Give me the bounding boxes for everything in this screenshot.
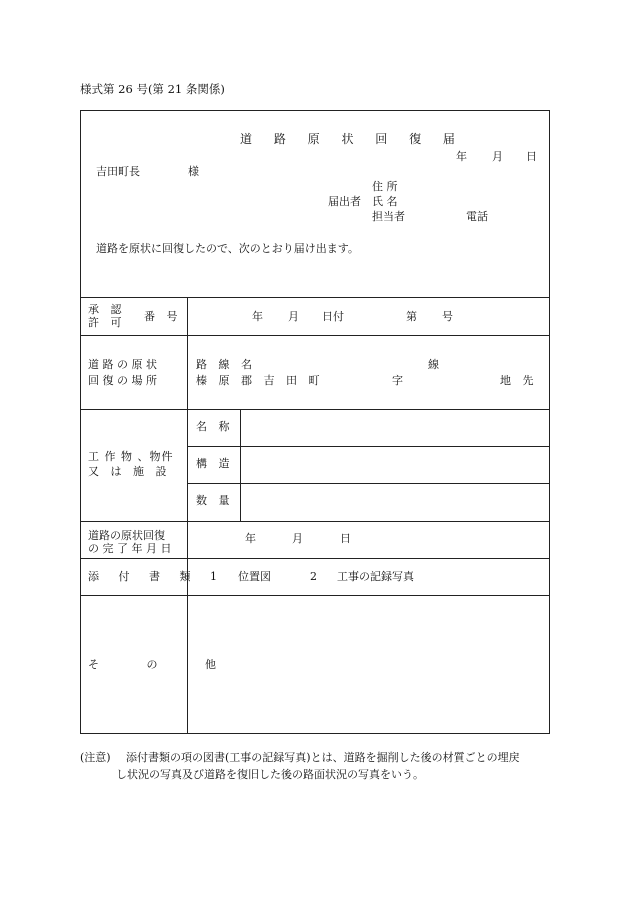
location-label-line1: 道路の原状 [88,358,161,371]
row-divider [187,446,549,447]
works-label-line2: 又 は 施 設 [88,465,171,478]
row-divider [81,521,549,522]
row-divider [81,558,549,559]
statement: 道路を原状に回復したので、次のとおり届け出ます。 [96,242,359,255]
date-month: 月 [492,150,503,163]
approval-label-top: 承 認 [88,303,126,316]
name-label: 氏 名 [372,195,398,208]
other-label: そ の 他 [88,658,238,671]
attachments-label: 添 付 書 類 [88,570,199,583]
approval-number-suffix: 号 [442,310,453,323]
completion-label-line1: 道路の原状回復 [88,529,165,542]
completion-label-line2: の 完 了 年 月 日 [88,542,172,555]
row-divider [81,335,549,336]
approval-date-mark: 日付 [322,310,344,323]
chisaki-label: 地 先 [500,374,538,387]
row-divider [81,297,549,298]
date-year: 年 [456,150,467,163]
completion-month: 月 [292,532,303,545]
approval-month: 月 [288,310,299,323]
works-structure-label: 構 造 [196,457,234,470]
approval-label-suffix: 番 号 [144,310,182,323]
location-label-line2: 回復の場所 [88,374,161,387]
route-name-label: 路 線 名 [196,358,256,371]
approval-year: 年 [252,310,263,323]
aza-label: 字 [392,374,403,387]
works-quantity-label: 数 量 [196,494,234,507]
attachment-1-name: 位置図 [238,570,271,583]
row-divider [81,595,549,596]
works-name-label: 名 称 [196,420,234,433]
person-in-charge-label: 担当者 [372,210,405,223]
approval-label-bottom: 許 可 [88,316,126,329]
addressee: 吉田町長 [96,165,140,178]
attachment-2-name: 工事の記録写真 [337,570,414,583]
footnote-label: (注意) [80,751,111,764]
completion-year: 年 [245,532,256,545]
form-title: 道 路 原 状 回 復 届 [240,132,464,146]
date-day: 日 [526,150,537,163]
footnote-line1: 添付書類の項の図書(工事の記録写真)とは、道路を掘削した後の材質ごとの埋戻 [126,751,520,764]
form-frame [80,110,550,734]
completion-day: 日 [340,532,351,545]
phone-label: 電話 [466,210,488,223]
honorific: 様 [188,165,199,178]
notifier-label: 届出者 [328,195,361,208]
route-suffix: 線 [428,358,439,371]
footnote-line2: し状況の写真及び道路を復旧した後の路面状況の写真をいう。 [116,768,424,781]
works-label-line1: 工 作 物 、物件 [88,450,174,463]
attachment-1-number: 1 [210,570,217,583]
approval-number-prefix: 第 [406,310,417,323]
row-divider [187,483,549,484]
row-divider [81,409,549,410]
address-label: 住 所 [372,180,398,193]
attachment-2-number: 2 [310,570,317,583]
place-prefix: 榛 原 郡 吉 田 町 [196,374,324,387]
column-divider [240,409,241,521]
form-number: 様式第 26 号(第 21 条関係) [80,82,225,96]
